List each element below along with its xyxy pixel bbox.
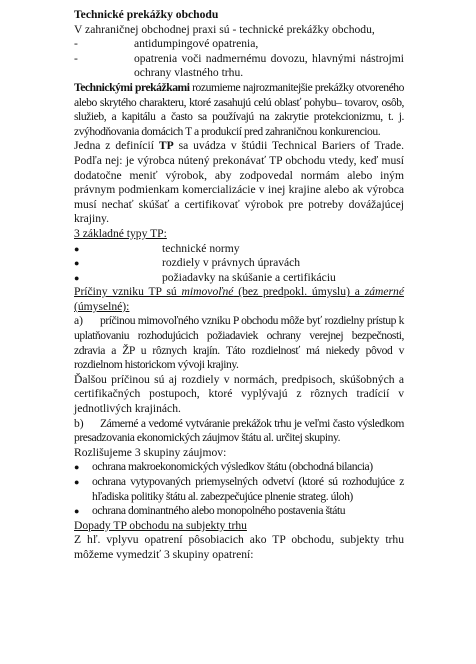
bullet-marker: ● (74, 258, 80, 269)
list-item-text: ochrana vytypovaných priemyselných odvetví (ktoré sú rozhodujúce z hľadiska politiky štátu al. zabezpečujúce plnenie strateg. úloh) (92, 475, 404, 503)
list-item-text: opatrenia voči nadmernému dovozu, hlavnými nástrojmi ochrany vlastného trhu. (134, 51, 404, 80)
otbt-post: sa uvádza v štúdii Technical Bariers of Trade. Podľa nej: je výrobca nútený prekonávať TP obchodu vtedy, keď musí dodatočne meniť výrobok, aby zodpovedal normám alebo iným právnym podmienkam komercializácie v inej krajine alebo ak výrobca musí nechať skúšať a certifikovať výrobok pre potreby dovážajúcej krajiny. (74, 139, 405, 226)
further-paragraph: Ďalšou príčinou sú aj rozdiely v normách, predpisoch, skúšobných a certifikačných postupoch, ktoré vyplývajú z rôznych tradícií v jednotlivých krajinách. (74, 372, 404, 416)
list-item (74, 256, 404, 271)
list-item-text: rozdiely v právnych úpravách (162, 256, 301, 270)
bullet-marker: ● (74, 462, 80, 473)
section-title: Technické prekážky obchodu (74, 8, 219, 21)
definition-term: Technickými prekážkami (74, 80, 190, 94)
otbt-bold: TP (158, 139, 174, 153)
list-item (74, 504, 404, 519)
list-item (74, 460, 404, 475)
list-item-text: antidumpingové opatrenia, (134, 37, 259, 51)
causes-heading-p4: zámerné (364, 285, 405, 299)
cause-a-paragraph: príčinou mimovoľného vzniku P obchodu môže byť rozdielny prístup k uplatňovaniu rozhodujúcich požiadaviek ochrany verejnej bezpečnosti, zdravia a ŽP u rôznych krajín. Táto rozdielnosť má niekedy pôvod v rozdielnom historickom vývoji krajiny. (74, 314, 404, 372)
dash-marker: - (74, 37, 78, 51)
letter-marker: b) (74, 416, 84, 430)
otbt-pre: Jedna z definícií (74, 139, 159, 153)
intro-paragraph: V zahraničnej obchodnej praxi sú - technické prekážky obchodu, (74, 22, 375, 36)
definition-text: rozumieme najrozmanitejšie prekážky otvoreného alebo skrytého charakteru, ktoré zasahujú celú oblasť pohybu– tovarov, osôb, služieb, a kapitálu a často sa používajú na zakrytie protekcionizmu, t. j. zvýhodňovania domácich T a produkcií pred zahraničnou konkurenciou. (74, 80, 404, 138)
definition-paragraph (74, 81, 404, 139)
bullet-marker: ● (74, 272, 80, 283)
list-item (74, 271, 404, 286)
document-page (74, 8, 404, 563)
list-item (74, 52, 404, 81)
list-item-text: technické normy (162, 241, 240, 255)
list-item-text: požiadavky na skúšanie a certifikáciu (162, 270, 336, 284)
bullet-marker: ● (74, 477, 80, 487)
otbt-paragraph (74, 139, 404, 227)
causes-heading (74, 285, 404, 314)
cause-b-paragraph: Zámerné a vedomé vytváranie prekážok trhu je veľmi často výsledkom presadzovania ekonomických záujmov štátu al. určitej skupiny. (74, 416, 404, 445)
list-item (74, 475, 404, 504)
causes-heading-p2: mimovoľné (181, 285, 234, 299)
bullet-marker: ● (74, 506, 80, 517)
impacts-heading: Dopady TP obchodu na subjekty trhu (74, 518, 247, 532)
letter-marker: a) (74, 314, 84, 328)
list-item-text: ochrana makroekonomických výsledkov štátu (obchodná bilancia) (92, 460, 373, 474)
list-item (74, 37, 404, 52)
bullet-marker: ● (74, 243, 80, 254)
dash-marker: - (74, 51, 78, 65)
causes-heading-p1: Príčiny vzniku TP sú (74, 285, 182, 299)
types-heading: 3 základné typy TP: (74, 226, 167, 240)
groups-intro: Rozlišujeme 3 skupiny záujmov: (74, 445, 227, 459)
causes-heading-p3: (bez predpokl. úmyslu) a (233, 285, 365, 299)
impacts-paragraph: Z hľ. vplyvu opatrení pôsobiacich ako TP obchodu, subjekty trhu môžeme vymedziť 3 skupiny opatrení: (74, 533, 404, 561)
list-item (74, 242, 404, 257)
causes-heading-p5: (úmyselné): (74, 299, 130, 313)
list-item-text: ochrana dominantného alebo monopolného postavenia štátu (92, 504, 346, 518)
